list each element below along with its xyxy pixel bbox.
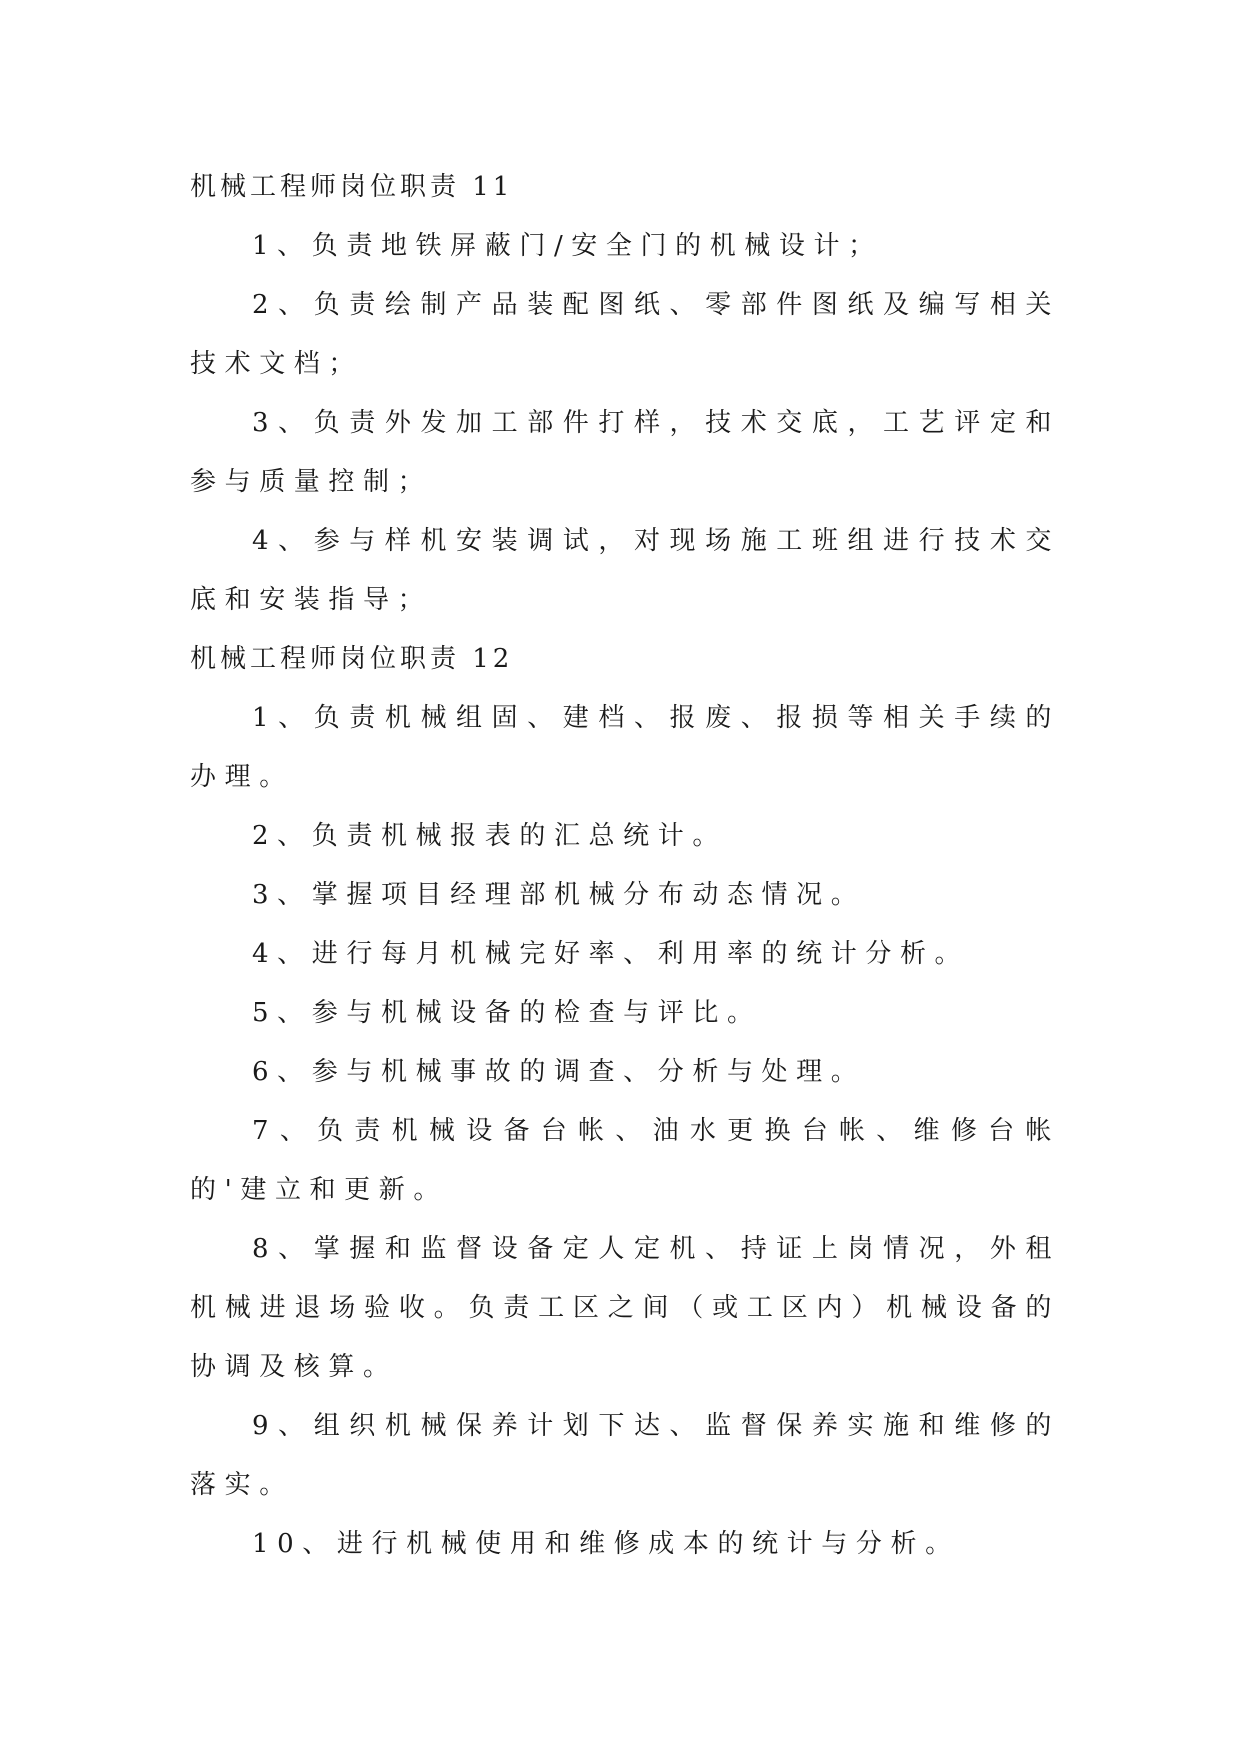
document-page [190,158,1060,1574]
duty-item: 4、参与样机安装调试，对现场施工班组进行技术交底和安装指导； [190,526,1060,615]
duty-item: 1、负责地铁屏蔽门/安全门的机械设计； [252,231,883,261]
section-heading: 机械工程师岗位职责 12 [190,644,514,674]
duty-item: 5、参与机械设备的检查与评比。 [252,998,762,1028]
duty-item: 10、进行机械使用和维修成本的统计与分析。 [252,1529,960,1559]
duty-item: 1、负责机械组固、建档、报废、报损等相关手续的办理。 [190,703,1060,792]
section-11 [190,158,1060,630]
duty-item: 3、负责外发加工部件打样，技术交底，工艺评定和参与质量控制； [190,408,1060,497]
duty-item: 8、掌握和监督设备定人定机、持证上岗情况，外租机械进退场验收。负责工区之间（或工区内）机械设备的协调及核算。 [190,1234,1060,1382]
duty-item: 2、负责机械报表的汇总统计。 [252,821,727,851]
duty-item: 6、参与机械事故的调查、分析与处理。 [252,1057,866,1087]
section-12 [190,630,1060,1574]
section-heading: 机械工程师岗位职责 11 [190,172,514,202]
duty-item: 4、进行每月机械完好率、利用率的统计分析。 [252,939,970,969]
duty-item: 7、负责机械设备台帐、油水更换台帐、维修台帐的'建立和更新。 [190,1116,1060,1205]
duty-item: 2、负责绘制产品装配图纸、零部件图纸及编写相关技术文档； [190,290,1060,379]
duty-item: 3、掌握项目经理部机械分布动态情况。 [252,880,866,910]
duty-item: 9、组织机械保养计划下达、监督保养实施和维修的落实。 [190,1411,1060,1500]
